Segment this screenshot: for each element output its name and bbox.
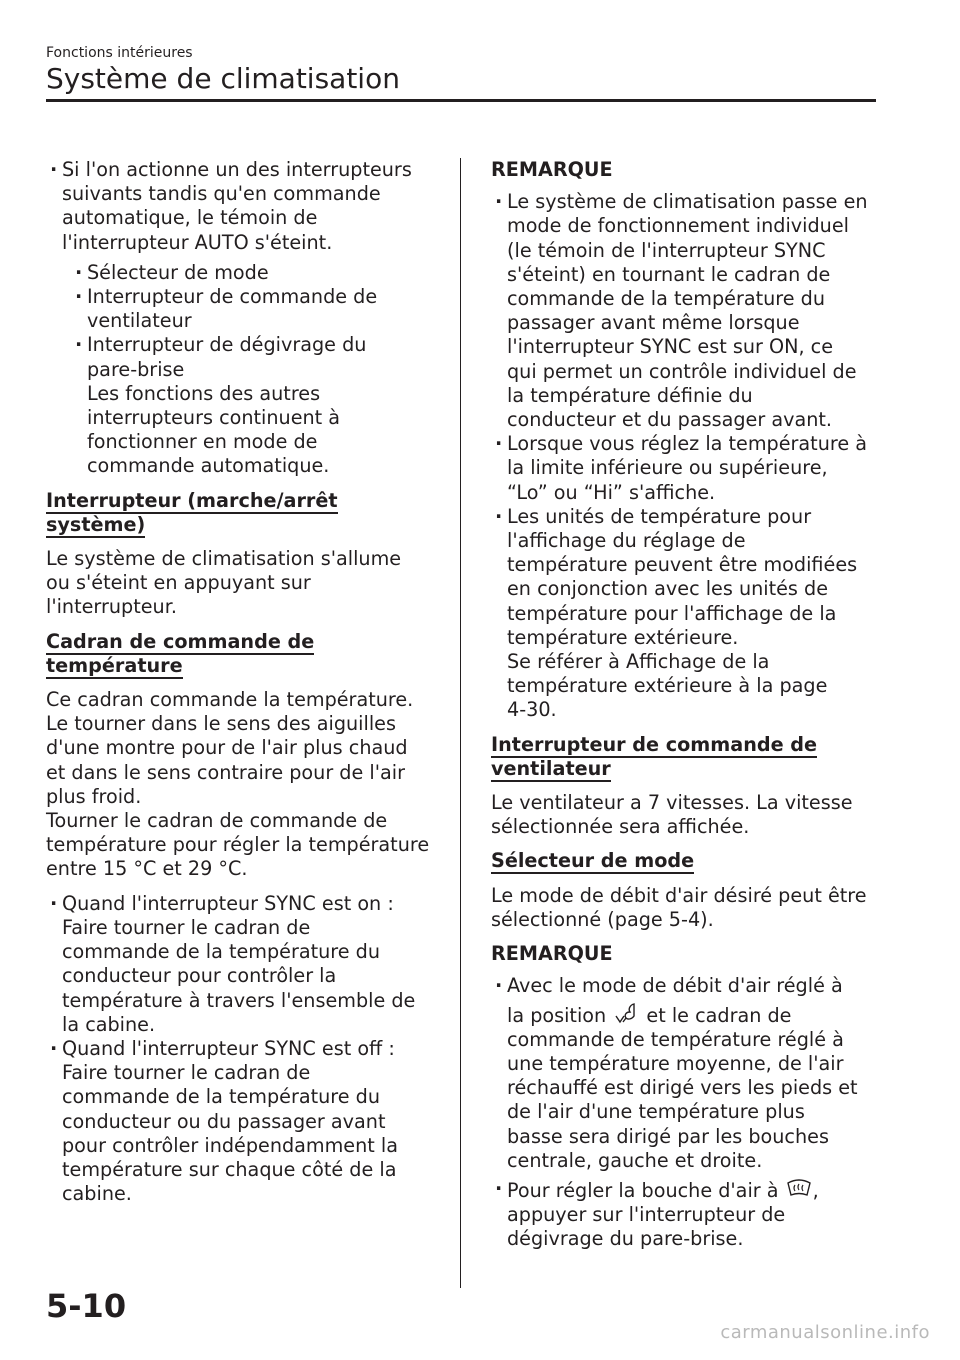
text-fragment: et le cadran de — [646, 1003, 792, 1027]
text-line: “Lo” ou “Hi” s'affiche. — [507, 480, 716, 504]
text-line: basse sera dirigé par les bouches — [507, 1124, 829, 1148]
text-line: appuyer sur l'interrupteur de — [507, 1203, 786, 1227]
text-line: mode de fonctionnement individuel — [507, 214, 849, 238]
sub-list-item — [71, 333, 436, 478]
text-line: commande de la température du — [62, 1085, 380, 1109]
subsection-heading — [46, 630, 436, 678]
text-line: ventilateur — [87, 309, 192, 333]
text-line: · Sélecteur de mode — [87, 260, 269, 284]
text-line: Faire tourner le cadran de — [62, 915, 311, 939]
list-item — [46, 892, 436, 1037]
text-line: (le témoin de l'interrupteur SYNC — [507, 238, 826, 262]
watermark: carmanualsonline.info — [720, 1322, 930, 1343]
text-line: de l'air d'une température plus — [507, 1100, 805, 1124]
text-line: sélectionné (page 5-4). — [491, 907, 714, 931]
page-number: 5-10 — [46, 1287, 127, 1325]
text-line: Tourner le cadran de commande de — [46, 809, 388, 833]
text-line: Se référer à Affichage de la — [507, 650, 770, 674]
text-line: la température définie du — [507, 383, 753, 407]
text-line: Le système de climatisation s'allume — [46, 547, 402, 571]
text-line: pare-brise — [87, 357, 185, 381]
heading-system-switch: Interrupteur (marche/arrêt système) — [46, 488, 338, 536]
text-line — [507, 1177, 886, 1203]
text-line: · Interrupteur de commande de — [87, 285, 378, 309]
heading-temperature-dial: Cadran de commande de température — [46, 629, 315, 677]
text-line: 4-30. — [507, 698, 557, 722]
text-line: · Avec le mode de débit d'air réglé à — [507, 974, 843, 998]
text-fragment: , — [812, 1178, 819, 1202]
text-line: conducteur ou du passager avant — [62, 1109, 386, 1133]
paragraph — [491, 884, 886, 932]
text-line: · Quand l'interrupteur SYNC est off : — [62, 1036, 395, 1060]
text-line: s'éteint) en tournant le cadran de — [507, 262, 831, 286]
column-divider — [460, 158, 461, 1288]
text-line: température sur chaque côté de la — [62, 1157, 397, 1181]
text-line: en conjonction avec les unités de — [507, 577, 829, 601]
text-line: · Si l'on actionne un des interrupteurs — [62, 158, 412, 181]
text-line: température peuvent être modifiées — [507, 553, 858, 577]
text-line: plus froid. — [46, 784, 142, 808]
list-item — [491, 505, 886, 723]
text-line: une température moyenne, de l'air — [507, 1051, 844, 1075]
text-line: commande de température réglé à — [507, 1027, 844, 1051]
left-column — [46, 158, 436, 1206]
text-line: température pour l'affichage de la — [507, 601, 837, 625]
remark-label: REMARQUE — [491, 158, 613, 181]
text-line: la cabine. — [62, 1012, 156, 1036]
text-line: qui permet un contrôle individuel de — [507, 359, 857, 383]
text-line: · Interrupteur de dégivrage du — [87, 333, 367, 357]
text-line: pour contrôler indépendamment la — [62, 1133, 398, 1157]
text-line: conducteur et du passager avant. — [507, 408, 832, 432]
windshield-defrost-icon — [785, 1177, 813, 1201]
text-line: · Lorsque vous réglez la température à — [507, 432, 867, 456]
text-line: entre 15 °C et 29 °C. — [46, 857, 248, 881]
text-line: température pour régler la température — [46, 833, 430, 857]
subsection-heading — [491, 849, 886, 873]
list-item — [491, 974, 886, 1173]
text-line: l'interrupteur AUTO s'éteint. — [62, 230, 333, 254]
text-line: passager avant même lorsque — [507, 311, 800, 335]
list-item — [46, 1037, 436, 1206]
remark-label: REMARQUE — [491, 942, 613, 966]
text-line: Les fonctions des autres — [87, 381, 321, 405]
list-item — [46, 158, 436, 255]
text-line: l'interrupteur. — [46, 595, 177, 619]
text-line: cabine. — [62, 1182, 132, 1206]
text-line: · Quand l'interrupteur SYNC est on : — [62, 891, 394, 915]
text-line: température à travers l'ensemble de — [62, 988, 416, 1012]
text-line: Le ventilateur a 7 vitesses. La vitesse — [491, 791, 853, 815]
paragraph — [491, 791, 886, 839]
heading-fan-line: Interrupteur de commande de — [491, 732, 818, 756]
text-line: fonctionner en mode de — [87, 430, 318, 454]
floor-airflow-icon — [612, 1002, 640, 1026]
text-line: commande automatique. — [87, 454, 330, 478]
text-line — [507, 1002, 886, 1028]
text-line: interrupteurs continuent à — [87, 406, 341, 430]
text-line: température extérieure. — [507, 625, 739, 649]
heading-mode-selector: Sélecteur de mode — [491, 849, 695, 873]
text-line: température extérieure à la page — [507, 674, 828, 698]
text-line: automatique, le témoin de — [62, 206, 318, 230]
text-line: Le mode de débit d'air désiré peut être — [491, 883, 867, 907]
text-line: sélectionnée sera affichée. — [491, 815, 750, 839]
sub-list-item — [71, 285, 436, 333]
page-header — [46, 44, 876, 96]
heading-fan-line: ventilateur — [491, 756, 611, 780]
text-line: ou s'éteint en appuyant sur — [46, 571, 311, 595]
text-line: commande de la température du — [507, 287, 825, 311]
right-column — [491, 158, 886, 1252]
text-line: · Les unités de température pour — [507, 504, 812, 528]
section-name: Fonctions intérieures — [46, 45, 193, 61]
header-rule — [46, 99, 876, 102]
text-line: Ce cadran commande la température. — [46, 688, 414, 712]
text-fragment: la position — [507, 1003, 607, 1027]
text-line: l'interrupteur SYNC est sur ON, ce — [507, 335, 834, 359]
text-line: et dans le sens contraire pour de l'air — [46, 760, 405, 784]
text-line: · Le système de climatisation passe en — [507, 190, 868, 214]
page-title: Système de climatisation — [46, 62, 400, 95]
text-line: suivants tandis qu'en commande — [62, 182, 381, 206]
list-item — [491, 1177, 886, 1252]
text-line: l'affichage du réglage de — [507, 529, 746, 553]
text-line: conducteur pour contrôler la — [62, 964, 337, 988]
text-line: centrale, gauche et droite. — [507, 1148, 763, 1172]
list-item — [491, 432, 886, 505]
text-line: commande de la température du — [62, 940, 380, 964]
text-line: Faire tourner le cadran de — [62, 1061, 311, 1085]
subsection-heading — [491, 733, 886, 781]
text-line: la limite inférieure ou supérieure, — [507, 456, 828, 480]
paragraph — [46, 547, 436, 620]
subsection-heading — [46, 489, 436, 537]
text-line: d'une montre pour de l'air plus chaud — [46, 736, 408, 760]
sub-list-item — [71, 261, 436, 285]
text-line: dégivrage du pare-brise. — [507, 1227, 744, 1251]
list-item — [491, 190, 886, 432]
text-line: Le tourner dans le sens des aiguilles — [46, 712, 396, 736]
text-line: réchauffé est dirigé vers les pieds et — [507, 1076, 858, 1100]
paragraph — [46, 688, 436, 882]
text-fragment: Pour régler la bouche d'air à — [507, 1178, 779, 1202]
